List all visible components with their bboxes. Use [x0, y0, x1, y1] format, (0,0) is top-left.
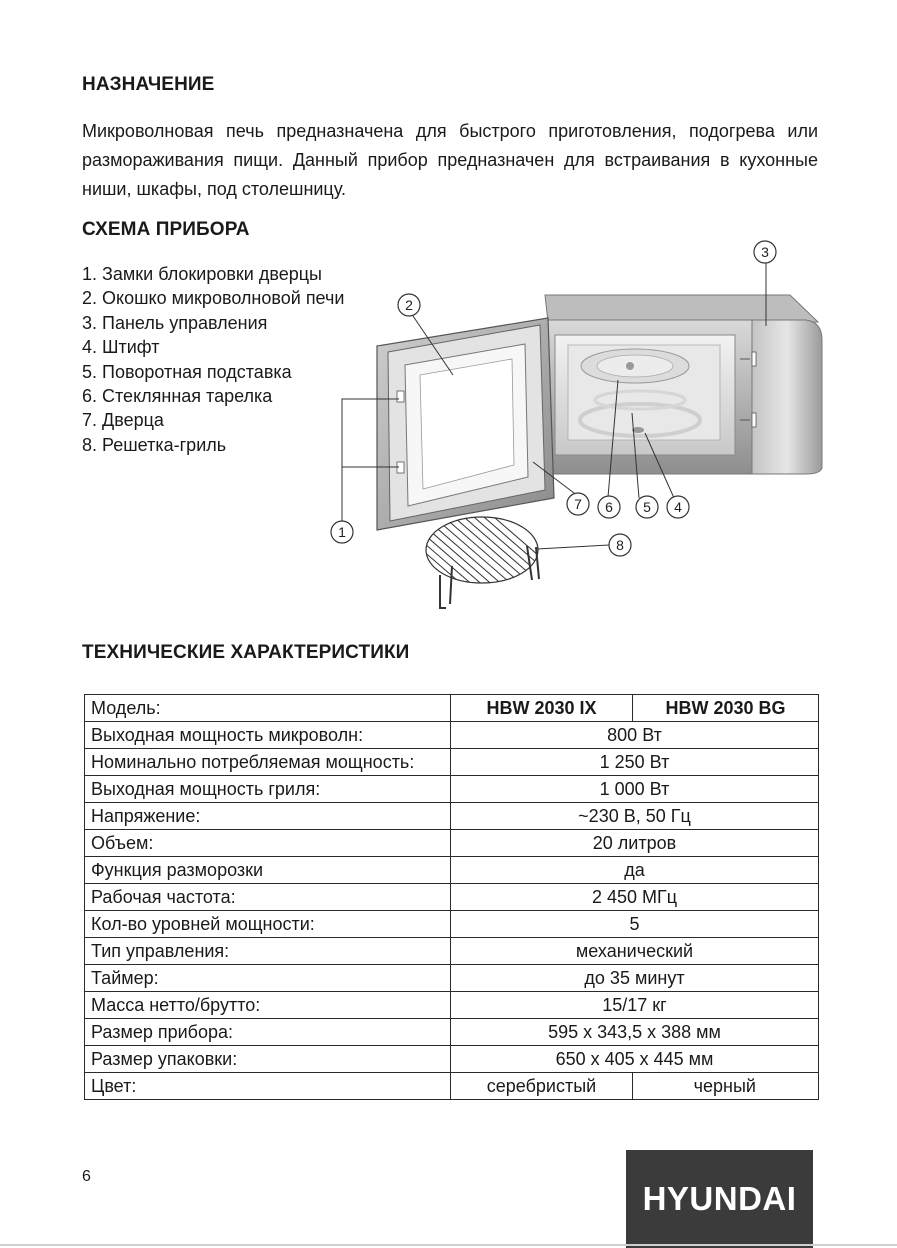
callout-6-label: 6	[605, 499, 613, 515]
part-item: 1. Замки блокировки дверцы	[82, 264, 322, 284]
scheme-heading: СХЕМА ПРИБОРА	[82, 219, 250, 240]
spec-value: ~230 В, 50 Гц	[451, 803, 819, 830]
table-row	[85, 749, 819, 776]
table-row	[85, 830, 819, 857]
table-row	[85, 965, 819, 992]
spec-value: 15/17 кг	[451, 992, 819, 1019]
model-ix: HBW 2030 IX	[451, 695, 633, 722]
table-row	[85, 992, 819, 1019]
microwave-diagram	[318, 236, 828, 616]
spec-value: 5	[451, 911, 819, 938]
spec-value: 595 x 343,5 x 388 мм	[451, 1019, 819, 1046]
table-row	[85, 1073, 819, 1100]
table-row	[85, 776, 819, 803]
bottom-rule	[0, 1244, 897, 1246]
spec-value: 650 x 405 x 445 мм	[451, 1046, 819, 1073]
spec-value: 800 Вт	[451, 722, 819, 749]
spec-label: Масса нетто/брутто:	[85, 992, 451, 1019]
specs-table	[84, 694, 819, 1100]
model-label: Модель:	[85, 695, 451, 722]
part-item: 2. Окошко микроволновой печи	[82, 288, 345, 309]
color-ix: серебристый	[451, 1073, 633, 1100]
brand-logo: HYUNDAI	[626, 1150, 813, 1248]
spec-label: Тип управления:	[85, 938, 451, 965]
spec-label: Размер упаковки:	[85, 1046, 451, 1073]
spec-label: Номинально потребляемая мощность:	[85, 749, 451, 776]
spec-label: Выходная мощность микроволн:	[85, 722, 451, 749]
table-row	[85, 911, 819, 938]
microwave-door	[377, 318, 554, 530]
table-row	[85, 722, 819, 749]
specs-heading: ТЕХНИЧЕСКИЕ ХАРАКТЕРИСТИКИ	[82, 642, 410, 663]
callout-3-label: 3	[761, 244, 769, 260]
callout-4-label: 4	[674, 499, 682, 515]
spec-label: Напряжение:	[85, 803, 451, 830]
part-item: 3. Панель управления	[82, 312, 268, 333]
parts-list	[82, 262, 344, 457]
spec-value: 2 450 МГц	[451, 884, 819, 911]
spec-label: Размер прибора:	[85, 1019, 451, 1046]
model-bg: HBW 2030 BG	[633, 695, 819, 722]
color-label: Цвет:	[85, 1073, 451, 1100]
purpose-heading: НАЗНАЧЕНИЕ	[82, 74, 215, 95]
table-row	[85, 938, 819, 965]
color-bg: черный	[633, 1073, 819, 1100]
table-row	[85, 1046, 819, 1073]
table-row	[85, 884, 819, 911]
table-row	[85, 695, 819, 722]
part-item: 6. Стеклянная тарелка	[82, 386, 273, 407]
spec-value: 20 литров	[451, 830, 819, 857]
callout-7-label: 7	[574, 496, 582, 512]
table-row	[85, 1019, 819, 1046]
callout-1-label: 1	[338, 524, 346, 540]
callout-2-label: 2	[405, 297, 413, 313]
table-row	[85, 857, 819, 884]
oven-cavity	[555, 335, 735, 455]
spec-label: Функция разморозки	[85, 857, 451, 884]
spec-value: механический	[451, 938, 819, 965]
spec-value: 1 000 Вт	[451, 776, 819, 803]
spec-label: Таймер:	[85, 965, 451, 992]
part-item: 5. Поворотная подставка	[82, 361, 292, 382]
callout-5-label: 5	[643, 499, 651, 515]
part-item: 8. Решетка-гриль	[82, 434, 227, 455]
spec-label: Объем:	[85, 830, 451, 857]
spec-label: Выходная мощность гриля:	[85, 776, 451, 803]
spec-value: до 35 минут	[451, 965, 819, 992]
part-item: 4. Штифт	[82, 337, 160, 358]
page-number: 6	[82, 1168, 91, 1185]
callout-8-label: 8	[616, 537, 624, 553]
spec-label: Рабочая частота:	[85, 884, 451, 911]
part-item: 7. Дверца	[82, 410, 164, 431]
spec-value: 1 250 Вт	[451, 749, 819, 776]
table-row	[85, 803, 819, 830]
purpose-text: Микроволновая печь предназначена для быстрого приготовления, подогрева или размораживания пищи. Данный прибор предназначен для встраивания в кухонные ниши, шкафы, под столешницу.	[82, 121, 818, 199]
spec-label: Кол-во уровней мощности:	[85, 911, 451, 938]
spec-value: да	[451, 857, 819, 884]
